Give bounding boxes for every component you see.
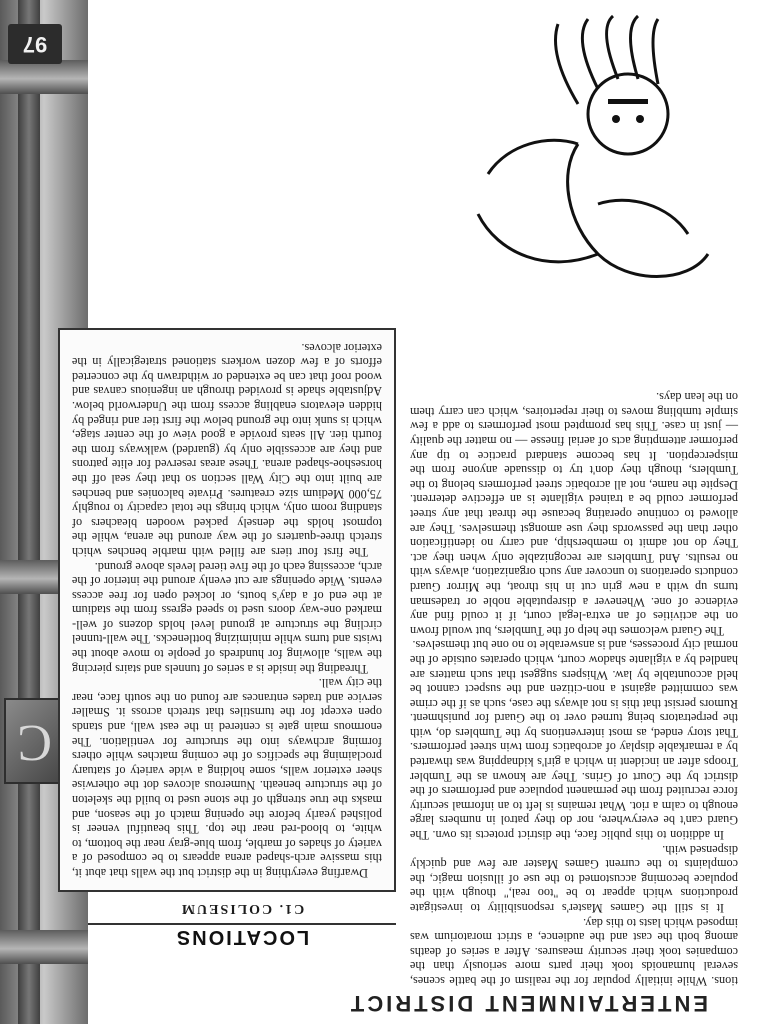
- paragraph: The first four tiers are filled with marble benches which stretch three-quarters of the way around the arena, while the topmost holds the densely packed wooden bleachers of standing room only, which brings the total capacity to roughly 75,000 Medium size creatures. Private balconies and benches are built into the City Wall section so that they seal off the horseshoe-shaped arena. These areas reserved for elite patrons and they are accessible only by (guarded) walkways from the fourth tier. All seats provide a good view of the center stage, which is sunk into the ground below the first tier and ringed by hidden elevators enabling access from the Underworld below. Adjustable shade is provided through an ingenious canvas and wood roof that can be extended or withdrawn by the concerted efforts of a few dozen workers stationed strategically in the exterior alcoves.: [72, 340, 382, 559]
- paragraph: Threading the inside is a series of tunnels and stairs piercing the walls, allowing for hundreds of people to move about the twists and turns while minimizing bottlenecks. The wall-tunnel circling the structure at ground level holds dozens of well-marked one-way doors used to speed egress from the stadium at the end of a day's bouts, or locked open for free access events. Wide openings are cut evenly around the interior of the arch, accessing each of the five tiered levels above ground.: [72, 559, 382, 676]
- paragraph: The Guard welcomes the help of the Tumblers, but would frown on the activities of an extra-legal court, if it could find any evidence of one. Whenever a disreputable noble or tradesman turns up with a new grin cut in his throat, the Mirror Guard conducts operations to uncover any such organization, always with no results. And Tumblers are recognizable only when they act. They do not admit to membership, and carry no identification other than the passwords they use amongst themselves. They are allowed to continue operating because the threat that any street performer could be a trained vigilante is an effective deterrent. Despite the name, not all acrobatic street performers belong to the Tumblers, though they don't try to dissuade anyone from the misperception. It has become standard practice to tip any performer attempting acts of aerial finesse — no matter the quality — just in case. This has prompted most performers to add a few simple tumbling moves to their repertoires, which can carry them on the lean days.: [410, 390, 738, 638]
- section-heading: LOCATIONS: [88, 923, 396, 944]
- paragraph: Dwarfing everything in the district but the walls that abut it, this massive arch-shaped arena appears to be composed of a variety of shades of marble, from blue-gray near the bottom, to white, to blood-red near the top. This beautiful veneer is polished yearly before the opening match of the season, and masks the true strength of the stone used to build the skeleton of the structure beneath. Numerous alcoves dot the otherwise sheer exterior walls, some holding a wide variety of statuary proclaiming the specifics of the coming matches while others forming archways into the structure for ventilation. The enormous main gate is centered in the east wall, and stands open except for the turnstiles that stretch across it. Smaller service and trades entrances are found on the south face, near the city wall.: [72, 676, 382, 880]
- page-number: 97: [8, 24, 62, 64]
- right-text-column: [88, 895, 396, 954]
- stone-column: [18, 0, 40, 1024]
- running-header: ENTERTAINMENT DISTRICT: [347, 991, 708, 1016]
- paragraph: tions. While initially popular for the realism of the battle scenes, several humanoids took their parts more seriously than the companies took their security measures. After a series of deaths among both the cast and the audience, a strict moratorium was imposed which lasts to this day.: [410, 915, 738, 988]
- coliseum-text-box: [58, 328, 396, 892]
- paragraph: In addition to this public face, the district protects its own. The Guard can't be everywhere, nor do they patrol in numbers large enough to calm a riot. What remains is left to an informal security force recruited from the permanent populace and performers of the district by the Court of Grins. They are known as the Tumbler Troops after an incident in which a girl's kidnapping was thwarted by a remarkable display of acrobatics from twin street performers. That story ended, as most interventions by the Tumblers do, with the perpetrators being turned over to the Guard for punishment. Rumors persist that this is not always the case, such as if the crime was committed against a non-citizen and the suspect cannot be held accountable by law. Whispers suggest that such matters are handled by a vigilante shadow court, which operates outside of the normal city processes, and is answerable to no one but themselves.: [410, 638, 738, 843]
- paragraph: It is still the Games Master's responsibility to investigate productions which appear to be "too real," though with the populace becoming accustomed to the use of illusion magic, the complaints to the current Games Master are few and quickly dispensed with.: [410, 842, 738, 916]
- stone-band: [0, 60, 88, 94]
- stone-band: [0, 930, 88, 964]
- left-text-column: [410, 390, 738, 988]
- location-heading: C1. COLISEUM: [179, 901, 305, 917]
- tumbler-illustration: [448, 14, 748, 294]
- plate-letter: C: [17, 714, 52, 771]
